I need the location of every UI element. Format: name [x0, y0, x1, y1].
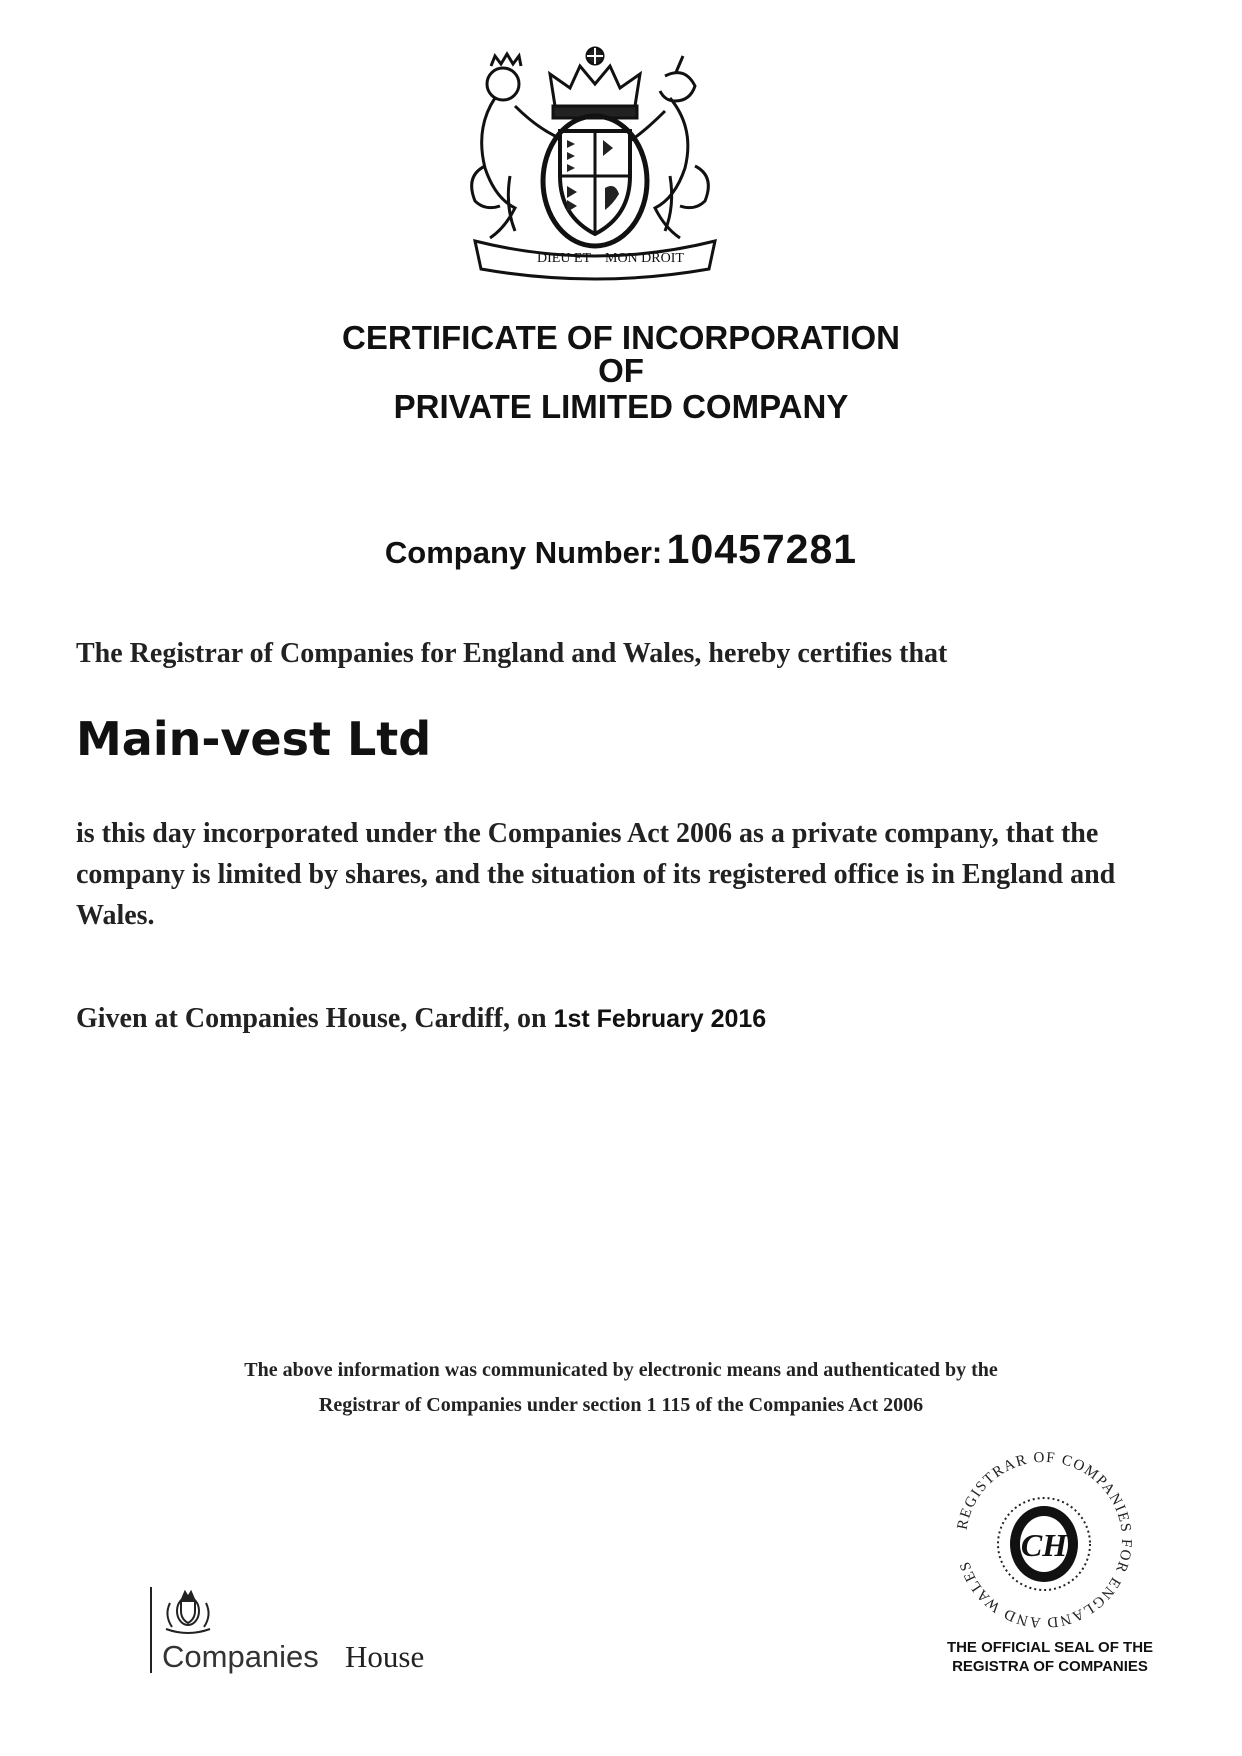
- companies-house-logo: [150, 1587, 450, 1677]
- seal-caption-line2: REGISTRA OF COMPANIES: [952, 1658, 1148, 1675]
- certificate-title-line2: OF: [598, 352, 644, 389]
- certificate-title-line1: CERTIFICATE OF INCORPORATION: [342, 319, 900, 356]
- logo-word-companies: Companies: [162, 1639, 319, 1674]
- certifies-text: The Registrar of Companies for England and Wales, hereby certifies that: [76, 638, 948, 669]
- registrar-seal-icon: [948, 1444, 1140, 1636]
- royal-coat-of-arms-icon: [455, 36, 735, 281]
- company-name: Main-vest Ltd: [76, 712, 432, 766]
- seal-caption-line1: THE OFFICIAL SEAL OF THE: [946, 1639, 1154, 1656]
- svg-text:MON DROIT: MON DROIT: [605, 251, 684, 266]
- logo-divider: [150, 1587, 152, 1673]
- authentication-note-line1: The above information was communicated by electronic means and authenticated by the: [244, 1359, 998, 1381]
- companies-house-crest-icon: [160, 1589, 216, 1635]
- given-at-line: [76, 1003, 766, 1035]
- certificate-title-line3: PRIVATE LIMITED COMPANY: [393, 388, 849, 425]
- company-number: [0, 526, 1242, 573]
- authentication-note-line2: Registrar of Companies under section 1 115 of the Companies Act 2006: [318, 1394, 924, 1416]
- company-number-label: Company Number:: [384, 535, 663, 570]
- incorporation-date: 1st February 2016: [553, 1005, 767, 1033]
- incorporation-statement: is this day incorporated under the Companies Act 2006 as a private company, that the company is limited by shares, and the situation of its registered office is in England and Wales.: [76, 818, 1116, 931]
- company-number-value: 10457281: [666, 526, 858, 572]
- svg-text:DIEU ET: DIEU ET: [537, 251, 592, 266]
- svg-text:CH: CH: [1020, 1527, 1068, 1563]
- given-at-prefix: Given at Companies House, Cardiff, on: [76, 1003, 547, 1034]
- logo-word-house: House: [345, 1639, 425, 1674]
- svg-text:REGISTRAR OF COMPANIES FOR ENG: REGISTRAR OF COMPANIES FOR ENGLAND AND WALES: [954, 1449, 1135, 1631]
